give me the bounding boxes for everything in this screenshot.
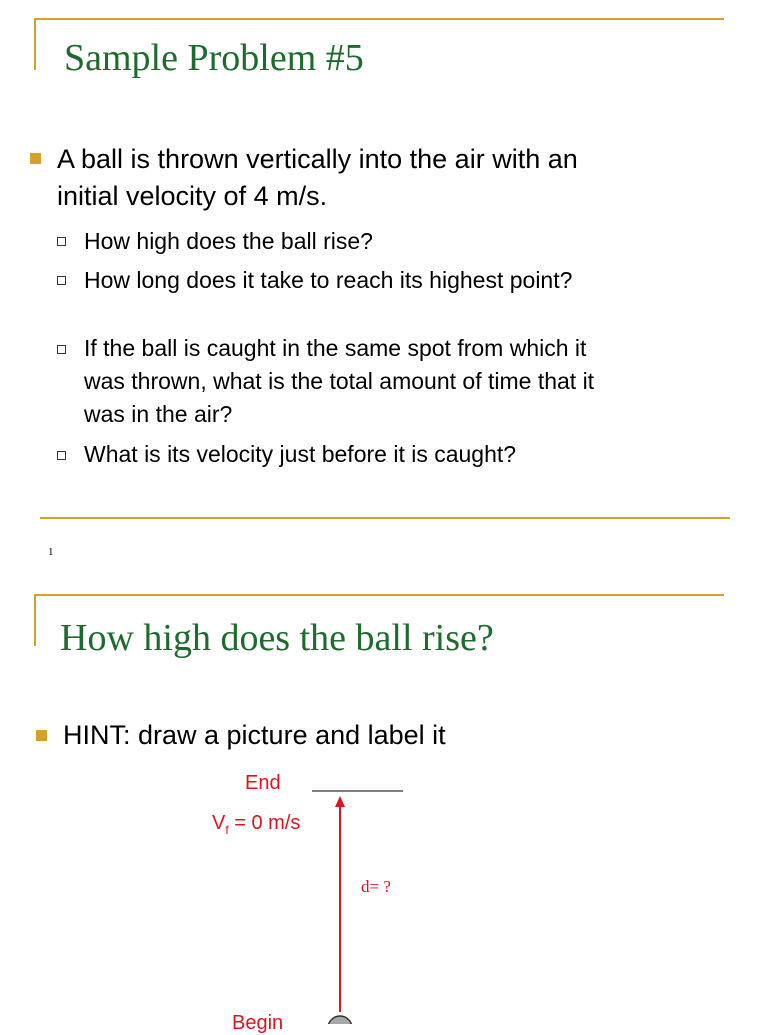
slide-title: Sample Problem #5 (64, 37, 364, 79)
footer-rule (40, 517, 730, 519)
vf-subscript: f (225, 823, 229, 837)
end-label: End (245, 772, 281, 794)
distance-label: d= ? (361, 877, 391, 896)
sub-bullet-box (57, 237, 66, 246)
page-number: 1 (48, 546, 54, 558)
motion-diagram (0, 560, 768, 1024)
ball-icon (328, 1016, 352, 1024)
sub-bullet-box (57, 345, 66, 354)
slide-title: How high does the ball rise? (60, 617, 494, 659)
vf-value: = 0 m/s (228, 812, 301, 834)
sub-bullet-3-line3: was in the air? (84, 401, 233, 427)
slide-2 (0, 560, 768, 1034)
bullet-text-line2: initial velocity of 4 m/s. (57, 181, 328, 211)
hint-text: HINT: draw a picture and label it (63, 720, 446, 750)
arrow-up-icon (335, 796, 345, 807)
sub-bullet-3-line1: If the ball is caught in the same spot from which it (84, 335, 587, 361)
begin-label: Begin (232, 1012, 284, 1034)
bullet-square (30, 153, 41, 164)
title-rule (34, 18, 724, 20)
sub-bullet-box (57, 451, 66, 460)
sub-bullet-box (57, 276, 66, 285)
sub-bullet-3-line2: was thrown, what is the total amount of time that it (84, 368, 595, 394)
sub-bullet-1: How high does the ball rise? (84, 228, 373, 254)
vf-symbol: V (212, 812, 226, 834)
sub-bullet-2: How long does it take to reach its highest point? (84, 267, 573, 293)
bullet-text-line1: A ball is thrown vertically into the air with an (57, 144, 578, 174)
sub-bullet-4: What is its velocity just before it is caught? (84, 441, 517, 467)
title-tick (34, 18, 36, 70)
